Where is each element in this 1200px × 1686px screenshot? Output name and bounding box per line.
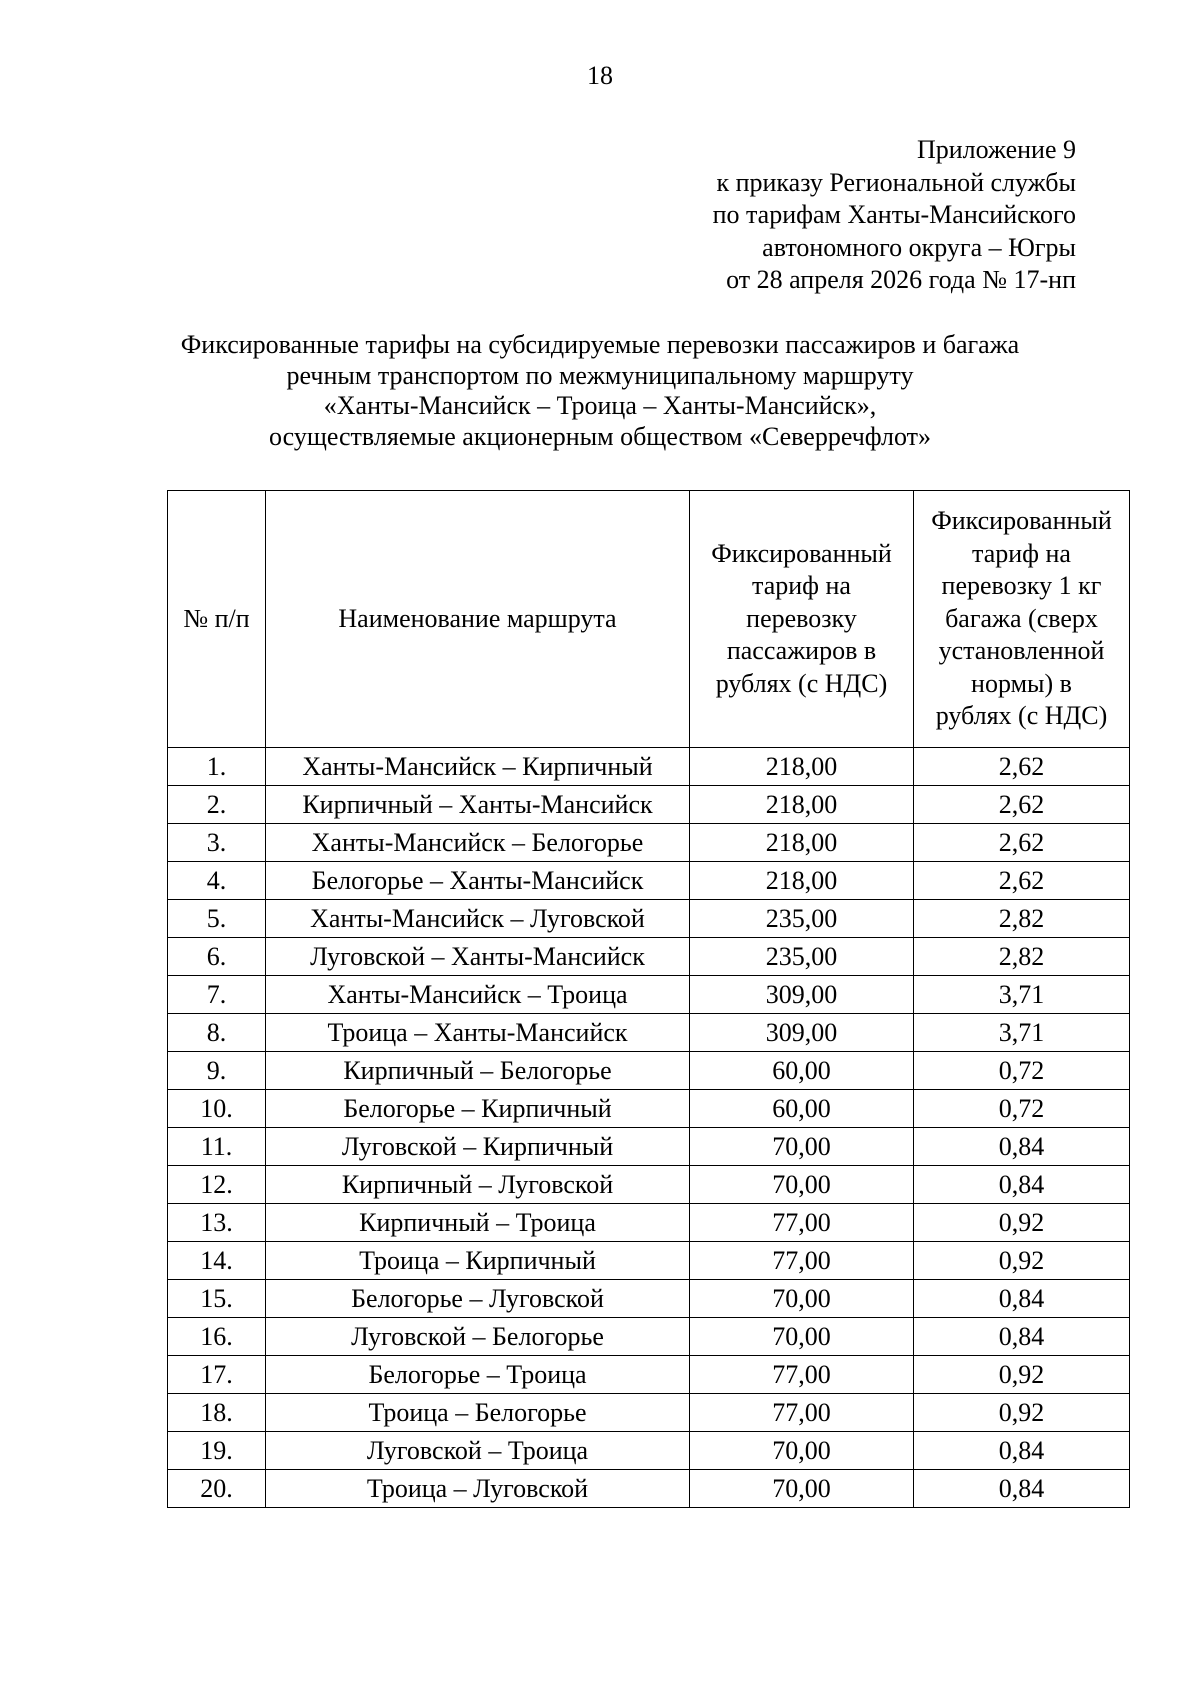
header-route-name: Наименование маршрута (266, 491, 690, 748)
cell-baggage-tariff: 0,84 (914, 1318, 1130, 1356)
header-line: Фиксированный (931, 506, 1112, 536)
title-line: «Ханты-Мансийск – Троица – Ханты-Мансийск», (323, 391, 877, 420)
cell-passenger-tariff: 218,00 (690, 824, 914, 862)
cell-passenger-tariff: 309,00 (690, 1014, 914, 1052)
cell-passenger-tariff: 70,00 (690, 1128, 914, 1166)
document-title (100, 330, 1100, 452)
cell-number: 9. (168, 1052, 266, 1090)
cell-route-name: Ханты-Мансийск – Белогорье (266, 824, 690, 862)
cell-route-name: Кирпичный – Луговской (266, 1166, 690, 1204)
title-line: осуществляемые акционерным обществом «Северречфлот» (268, 421, 932, 451)
appendix-line: к приказу Региональной службы (716, 167, 1076, 197)
table-row (168, 976, 1130, 1014)
cell-route-name: Луговской – Кирпичный (266, 1128, 690, 1166)
cell-number: 3. (168, 824, 266, 862)
cell-number: 14. (168, 1242, 266, 1280)
cell-number: 2. (168, 786, 266, 824)
cell-baggage-tariff: 0,72 (914, 1052, 1130, 1090)
table-row (168, 1394, 1130, 1432)
cell-route-name: Белогорье – Кирпичный (266, 1090, 690, 1128)
appendix-block (476, 134, 1076, 297)
cell-passenger-tariff: 77,00 (690, 1356, 914, 1394)
cell-number: 13. (168, 1204, 266, 1242)
cell-number: 1. (168, 748, 266, 786)
header-line: багажа (сверх (945, 603, 1098, 633)
header-line: нормы) в (971, 668, 1072, 698)
table-row (168, 824, 1130, 862)
cell-number: 17. (168, 1356, 266, 1394)
table-row (168, 862, 1130, 900)
title-line: Фиксированные тарифы на субсидируемые перевозки пассажиров и багажа (180, 330, 1020, 359)
cell-passenger-tariff: 77,00 (690, 1242, 914, 1280)
cell-passenger-tariff: 235,00 (690, 938, 914, 976)
appendix-line: от 28 апреля 2026 года № 17-нп (726, 265, 1076, 294)
cell-passenger-tariff: 70,00 (690, 1280, 914, 1318)
cell-passenger-tariff: 77,00 (690, 1394, 914, 1432)
cell-route-name: Ханты-Мансийск – Кирпичный (266, 748, 690, 786)
cell-number: 12. (168, 1166, 266, 1204)
header-line: тариф на (972, 538, 1071, 568)
header-line: рублях (с НДС) (715, 668, 888, 698)
tariff-table (167, 490, 1130, 1508)
cell-baggage-tariff: 3,71 (914, 976, 1130, 1014)
cell-number: 6. (168, 938, 266, 976)
cell-passenger-tariff: 218,00 (690, 786, 914, 824)
table-row (168, 1014, 1130, 1052)
header-passenger-tariff (690, 491, 914, 748)
cell-baggage-tariff: 2,62 (914, 862, 1130, 900)
cell-number: 20. (168, 1470, 266, 1508)
header-line: рублях (с НДС) (935, 701, 1108, 731)
cell-baggage-tariff: 0,84 (914, 1470, 1130, 1508)
table-row (168, 1242, 1130, 1280)
table-header-row (168, 491, 1130, 748)
cell-baggage-tariff: 2,82 (914, 938, 1130, 976)
table-row (168, 1052, 1130, 1090)
cell-number: 16. (168, 1318, 266, 1356)
cell-baggage-tariff: 2,62 (914, 824, 1130, 862)
cell-route-name: Троица – Луговской (266, 1470, 690, 1508)
appendix-line: по тарифам Ханты-Мансийского (712, 200, 1076, 229)
cell-route-name: Троица – Ханты-Мансийск (266, 1014, 690, 1052)
header-line: тариф на (752, 571, 851, 601)
cell-baggage-tariff: 0,72 (914, 1090, 1130, 1128)
table-row (168, 1128, 1130, 1166)
table-row (168, 938, 1130, 976)
cell-passenger-tariff: 70,00 (690, 1166, 914, 1204)
cell-number: 8. (168, 1014, 266, 1052)
cell-baggage-tariff: 0,84 (914, 1128, 1130, 1166)
header-number: № п/п (168, 491, 266, 748)
cell-passenger-tariff: 60,00 (690, 1090, 914, 1128)
cell-route-name: Троица – Белогорье (266, 1394, 690, 1432)
cell-number: 19. (168, 1432, 266, 1470)
cell-route-name: Ханты-Мансийск – Троица (266, 976, 690, 1014)
table-row (168, 1318, 1130, 1356)
cell-passenger-tariff: 70,00 (690, 1470, 914, 1508)
cell-passenger-tariff: 77,00 (690, 1204, 914, 1242)
cell-route-name: Кирпичный – Ханты-Мансийск (266, 786, 690, 824)
table-row (168, 748, 1130, 786)
cell-route-name: Белогорье – Ханты-Мансийск (266, 862, 690, 900)
title-line: речным транспортом по межмуниципальному маршруту (286, 360, 914, 390)
cell-baggage-tariff: 2,62 (914, 786, 1130, 824)
header-line: Фиксированный (711, 538, 892, 568)
cell-number: 5. (168, 900, 266, 938)
header-line: перевозку 1 кг (941, 571, 1102, 601)
header-baggage-tariff (914, 491, 1130, 748)
cell-baggage-tariff: 3,71 (914, 1014, 1130, 1052)
table-row (168, 1432, 1130, 1470)
cell-passenger-tariff: 70,00 (690, 1318, 914, 1356)
table-body (168, 748, 1130, 1508)
cell-number: 10. (168, 1090, 266, 1128)
appendix-line: автономного округа – Югры (762, 232, 1076, 262)
cell-route-name: Ханты-Мансийск – Луговской (266, 900, 690, 938)
cell-number: 15. (168, 1280, 266, 1318)
cell-number: 11. (168, 1128, 266, 1166)
cell-passenger-tariff: 70,00 (690, 1432, 914, 1470)
table-row (168, 900, 1130, 938)
appendix-line: Приложение 9 (916, 135, 1076, 164)
table-row (168, 1470, 1130, 1508)
cell-passenger-tariff: 218,00 (690, 748, 914, 786)
cell-route-name: Луговской – Троица (266, 1432, 690, 1470)
cell-baggage-tariff: 0,84 (914, 1432, 1130, 1470)
cell-route-name: Белогорье – Троица (266, 1356, 690, 1394)
header-line: перевозку (746, 603, 857, 633)
cell-baggage-tariff: 0,92 (914, 1204, 1130, 1242)
cell-baggage-tariff: 0,92 (914, 1356, 1130, 1394)
cell-route-name: Луговской – Ханты-Мансийск (266, 938, 690, 976)
cell-passenger-tariff: 309,00 (690, 976, 914, 1014)
table-row (168, 786, 1130, 824)
cell-route-name: Кирпичный – Белогорье (266, 1052, 690, 1090)
cell-baggage-tariff: 0,84 (914, 1166, 1130, 1204)
cell-route-name: Белогорье – Луговской (266, 1280, 690, 1318)
cell-passenger-tariff: 235,00 (690, 900, 914, 938)
header-line: пассажиров в (726, 636, 877, 666)
cell-baggage-tariff: 0,84 (914, 1280, 1130, 1318)
cell-number: 7. (168, 976, 266, 1014)
cell-route-name: Троица – Кирпичный (266, 1242, 690, 1280)
table-row (168, 1090, 1130, 1128)
table-row (168, 1166, 1130, 1204)
cell-number: 18. (168, 1394, 266, 1432)
cell-baggage-tariff: 2,82 (914, 900, 1130, 938)
table-row (168, 1280, 1130, 1318)
cell-baggage-tariff: 0,92 (914, 1394, 1130, 1432)
cell-route-name: Луговской – Белогорье (266, 1318, 690, 1356)
table-row (168, 1204, 1130, 1242)
cell-baggage-tariff: 2,62 (914, 748, 1130, 786)
cell-route-name: Кирпичный – Троица (266, 1204, 690, 1242)
cell-baggage-tariff: 0,92 (914, 1242, 1130, 1280)
cell-number: 4. (168, 862, 266, 900)
cell-passenger-tariff: 60,00 (690, 1052, 914, 1090)
cell-passenger-tariff: 218,00 (690, 862, 914, 900)
table-row (168, 1356, 1130, 1394)
header-line: установленной (938, 636, 1105, 666)
page-number: 18 (587, 61, 613, 90)
